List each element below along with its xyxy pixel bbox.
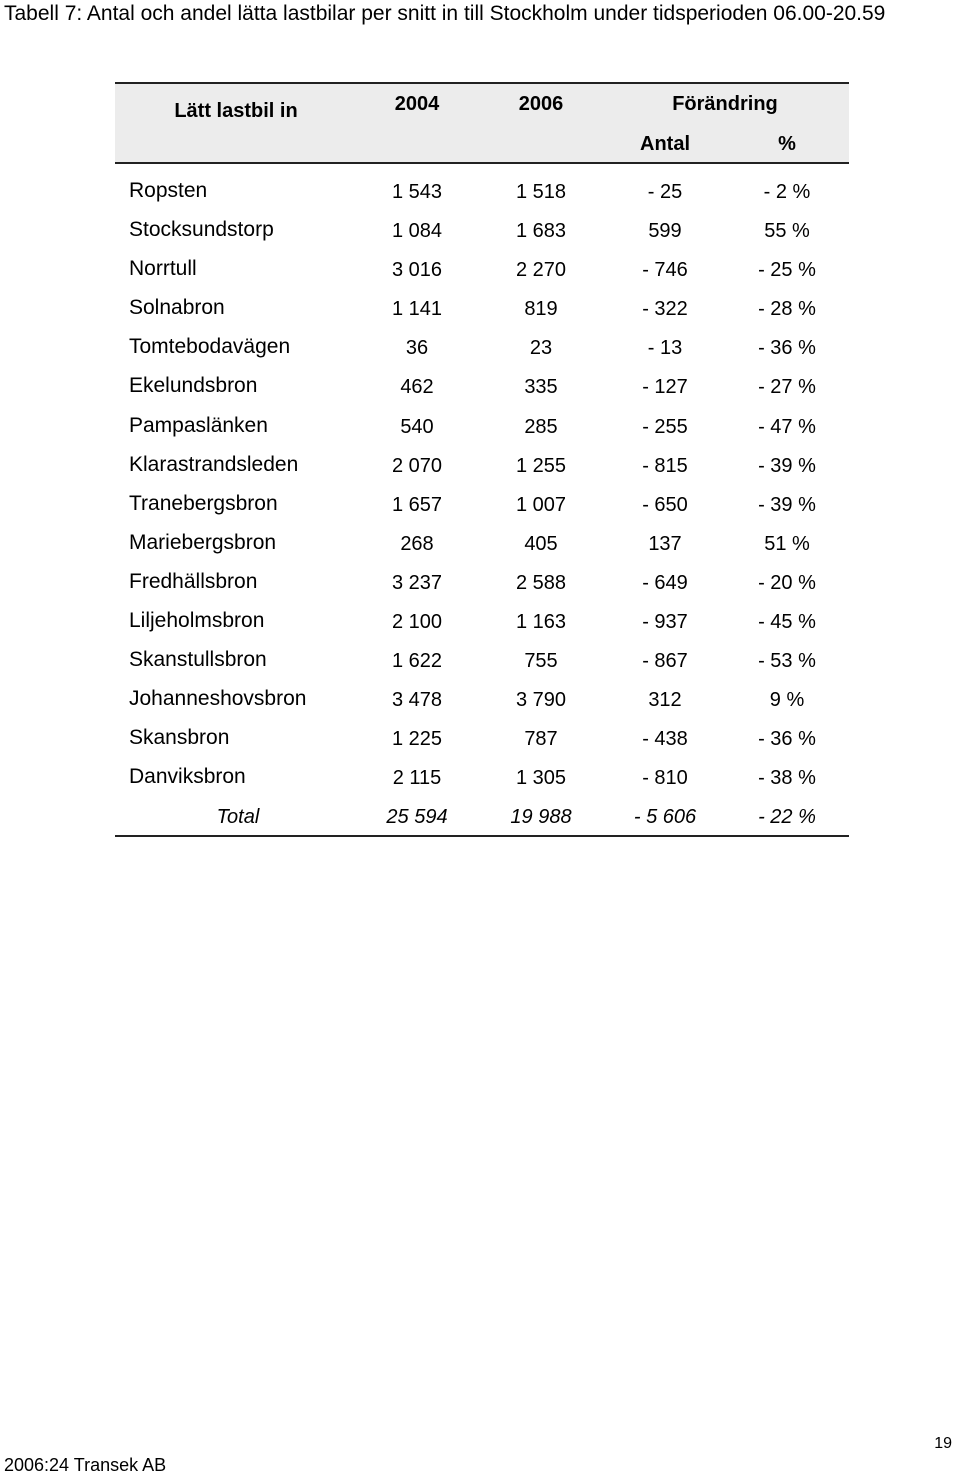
traffic-table	[115, 82, 849, 837]
row-percent: - 20 %	[758, 571, 816, 594]
row-name: Klarastrandsleden	[129, 452, 299, 476]
row-percent: - 36 %	[758, 337, 816, 360]
row-name: Ekelundsbron	[129, 374, 258, 398]
row-2006: 335	[524, 376, 558, 399]
header-percent: %	[778, 133, 796, 155]
header-2006: 2006	[518, 93, 564, 115]
table-row	[115, 329, 849, 368]
row-2004: 2 070	[391, 454, 443, 477]
table-row	[115, 486, 849, 525]
row-name: Pampaslänken	[129, 413, 268, 437]
row-antal: - 815	[642, 454, 688, 477]
row-antal: - 937	[642, 611, 688, 634]
row-percent: - 45 %	[758, 611, 816, 634]
table-row	[115, 525, 849, 564]
row-2006: 755	[524, 650, 558, 673]
row-percent: - 36 %	[758, 728, 816, 751]
row-2006: 787	[524, 728, 558, 751]
row-percent: - 39 %	[758, 454, 816, 477]
row-2004: 1 084	[391, 220, 443, 243]
row-percent: - 28 %	[758, 298, 816, 321]
row-2006: 1 305	[515, 767, 567, 790]
row-percent: - 47 %	[758, 415, 816, 438]
row-2006: 1 007	[515, 493, 567, 516]
row-antal: - 867	[642, 650, 688, 673]
row-antal: - 810	[642, 767, 688, 790]
table-row	[115, 642, 849, 681]
row-percent: - 27 %	[758, 376, 816, 399]
table-row	[115, 681, 849, 720]
header-change: Förändring	[672, 93, 778, 115]
row-2004: 1 657	[391, 493, 443, 516]
row-antal: - 25	[647, 181, 683, 203]
row-percent: - 2 %	[763, 181, 811, 203]
row-antal: - 649	[642, 571, 688, 594]
table-header	[115, 82, 849, 164]
header-label: Lätt lastbil in	[174, 100, 298, 122]
header-2004: 2004	[394, 93, 440, 115]
total-percent: - 22 %	[758, 805, 816, 828]
table-row	[115, 720, 849, 759]
row-2004: 2 100	[391, 611, 443, 634]
row-antal: 599	[648, 220, 682, 243]
row-2006: 2 588	[515, 571, 567, 594]
row-antal: - 127	[642, 376, 688, 399]
table-row	[115, 603, 849, 642]
row-antal: - 746	[642, 259, 688, 282]
table-caption: Tabell 7: Antal och andel lätta lastbilar per snitt in till Stockholm under tidsperioden 06.00-20.59	[4, 2, 886, 25]
row-percent: 51 %	[764, 532, 810, 555]
row-2004: 540	[400, 415, 434, 438]
table-row	[115, 408, 849, 447]
row-2006: 405	[524, 532, 558, 555]
row-2006: 1 163	[515, 611, 567, 634]
row-2004: 36	[405, 337, 429, 360]
row-percent: - 39 %	[758, 493, 816, 516]
row-name: Mariebergsbron	[129, 530, 277, 554]
table-row	[115, 447, 849, 486]
row-percent: - 38 %	[758, 767, 816, 790]
row-percent: - 25 %	[758, 259, 816, 282]
table-row	[115, 173, 849, 212]
row-name: Skansbron	[129, 726, 230, 750]
total-2006: 19 988	[510, 805, 572, 828]
row-antal: - 650	[642, 493, 688, 516]
row-antal: - 13	[647, 337, 683, 360]
table-row	[115, 212, 849, 251]
row-2006: 23	[529, 337, 553, 360]
row-antal: - 438	[642, 728, 688, 751]
row-name: Norrtull	[129, 257, 197, 281]
row-2006: 3 790	[515, 689, 567, 712]
footer-report-id: 2006:24 Transek AB	[4, 1455, 167, 1475]
row-antal: 137	[648, 532, 682, 555]
row-name: Johanneshovsbron	[129, 687, 307, 711]
row-name: Skanstullsbron	[129, 648, 267, 672]
table-row	[115, 759, 849, 798]
total-label: Total	[216, 805, 260, 828]
row-antal: 312	[648, 689, 682, 712]
row-name: Fredhällsbron	[129, 569, 258, 593]
row-2004: 462	[400, 376, 434, 399]
row-2006: 1 683	[515, 220, 567, 243]
row-2006: 285	[524, 415, 558, 438]
row-antal: - 322	[642, 298, 688, 321]
row-name: Solnabron	[129, 296, 225, 320]
row-2004: 1 141	[391, 298, 443, 321]
table-row	[115, 564, 849, 603]
row-2006: 819	[524, 298, 558, 321]
row-percent: 9 %	[769, 689, 805, 712]
row-name: Tranebergsbron	[129, 491, 278, 515]
row-2004: 2 115	[392, 767, 442, 790]
row-percent: 55 %	[764, 220, 810, 243]
row-2006: 1 255	[515, 454, 567, 477]
row-percent: - 53 %	[758, 650, 816, 673]
row-2004: 268	[400, 532, 434, 555]
total-antal: - 5 606	[633, 805, 697, 828]
row-name: Stocksundstorp	[129, 218, 274, 242]
row-name: Ropsten	[129, 179, 208, 202]
header-antal: Antal	[640, 133, 690, 155]
row-2004: 3 478	[391, 689, 443, 712]
total-2004: 25 594	[386, 805, 448, 828]
page-number: 19	[934, 1435, 952, 1452]
row-name: Tomtebodavägen	[129, 335, 291, 359]
row-2006: 2 270	[515, 259, 567, 282]
total-row	[115, 799, 849, 837]
row-2004: 3 237	[391, 571, 443, 594]
row-2004: 1 543	[391, 181, 443, 203]
row-2006: 1 518	[515, 181, 567, 203]
table-body	[115, 173, 849, 799]
table-row	[115, 368, 849, 407]
row-2004: 1 225	[391, 728, 443, 751]
table-row	[115, 290, 849, 329]
row-2004: 3 016	[391, 259, 443, 282]
row-antal: - 255	[642, 415, 688, 438]
row-2004: 1 622	[391, 650, 443, 673]
row-name: Danviksbron	[129, 765, 246, 789]
table-row	[115, 251, 849, 290]
row-name: Liljeholmsbron	[129, 609, 265, 633]
